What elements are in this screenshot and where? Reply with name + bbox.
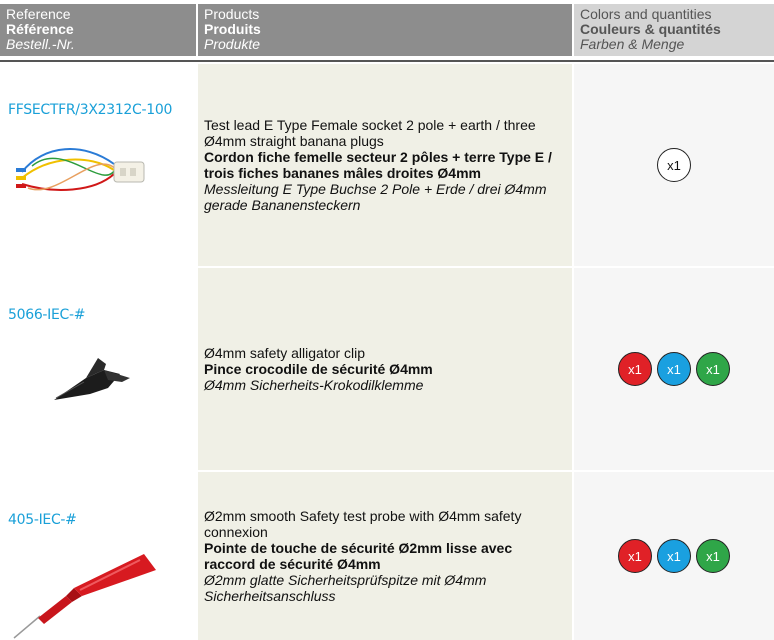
header-products-fr: Produits [204, 21, 261, 37]
table-row [0, 268, 774, 470]
quantity-badge-red: x1 [618, 539, 652, 573]
quantity-badge-red: x1 [618, 352, 652, 386]
header-reference-de: Bestell.-Nr. [6, 36, 75, 52]
header-products-en: Products [204, 6, 260, 22]
description-de: Messleitung E Type Buchse 2 Pole + Erde / drei Ø4mm gerade Bananensteckern [204, 181, 547, 213]
header-products [198, 4, 572, 56]
reference-code: 405-IEC-# [8, 512, 77, 528]
product-description-cell [198, 268, 572, 470]
description-fr: Cordon fiche femelle secteur 2 pôles + terre Type E / trois fiches bananes mâles droites Ø4mm [204, 149, 552, 181]
colors-quantities-cell [574, 268, 774, 470]
reference-code: 5066-IEC-# [8, 307, 86, 323]
description-fr: Pince crocodile de sécurité Ø4mm [204, 361, 433, 377]
header-reference-fr: Référence [6, 21, 74, 37]
header-reference-en: Reference [6, 6, 71, 22]
quantity-badge-blue: x1 [657, 352, 691, 386]
header-colors-de: Farben & Menge [580, 36, 685, 52]
quantity-badge-white: x1 [657, 148, 691, 182]
reference-code: FFSECTFR/3X2312C-100 [8, 102, 173, 118]
reference-cell [0, 64, 196, 266]
test-lead-cable-image [14, 134, 154, 204]
description-en: Test lead E Type Female socket 2 pole + earth / three Ø4mm straight banana plugs [204, 117, 536, 149]
product-description-cell [198, 472, 572, 640]
product-description-cell [198, 64, 572, 266]
reference-cell [0, 472, 196, 640]
alligator-clip-image [46, 348, 136, 408]
header-reference [0, 4, 196, 56]
quantity-badge-green: x1 [696, 352, 730, 386]
product-description [204, 345, 433, 393]
product-description [204, 117, 566, 213]
table-row [0, 472, 774, 640]
colors-quantities-cell [574, 64, 774, 266]
header-colors [574, 4, 774, 56]
description-de: Ø4mm Sicherheits-Krokodilklemme [204, 377, 424, 393]
description-de: Ø2mm glatte Sicherheitsprüfspitze mit Ø4mm Sicherheitsanschluss [204, 572, 487, 604]
table-header [0, 4, 774, 56]
colors-quantities-cell [574, 472, 774, 640]
description-en: Ø2mm smooth Safety test probe with Ø4mm safety connexion [204, 508, 522, 540]
description-en: Ø4mm safety alligator clip [204, 345, 366, 361]
header-products-de: Produkte [204, 36, 261, 52]
quantity-badge-green: x1 [696, 539, 730, 573]
test-probe-image [10, 546, 160, 640]
header-colors-en: Colors and quantities [580, 6, 712, 22]
table-row [0, 64, 774, 266]
quantity-badge-blue: x1 [657, 539, 691, 573]
product-description [204, 508, 566, 604]
reference-cell [0, 268, 196, 470]
description-fr: Pointe de touche de sécurité Ø2mm lisse avec raccord de sécurité Ø4mm [204, 540, 513, 572]
header-divider [0, 60, 774, 62]
header-colors-fr: Couleurs & quantités [580, 21, 721, 37]
